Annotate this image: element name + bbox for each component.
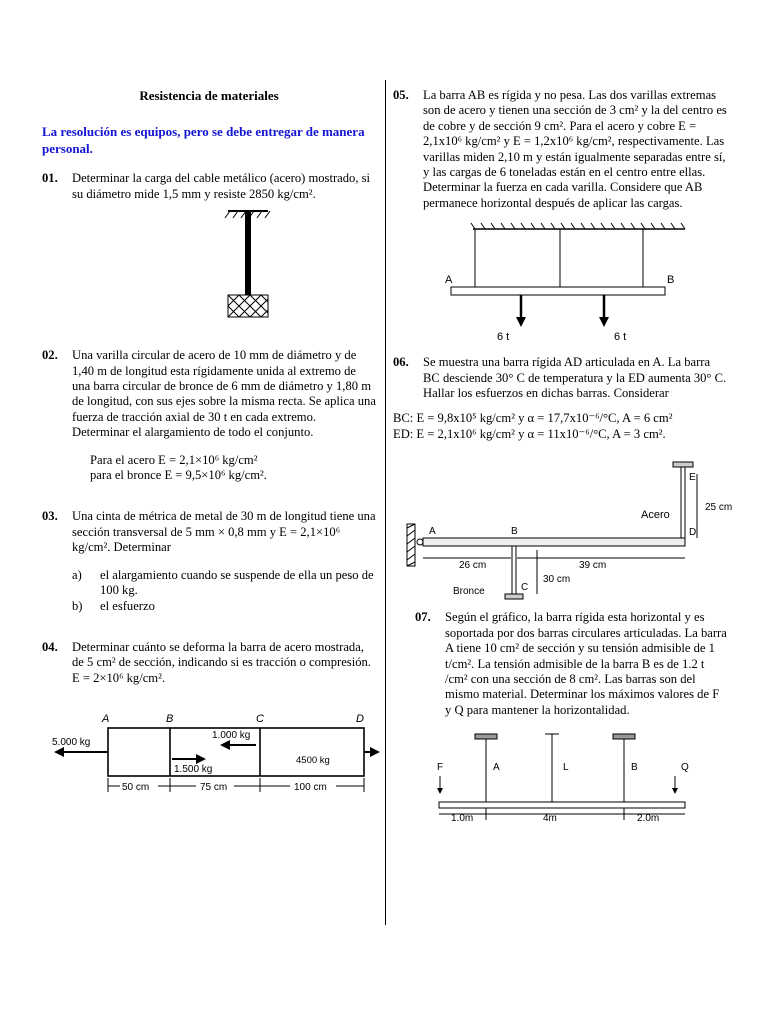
dim-50: 50 cm bbox=[122, 782, 150, 794]
subquestion-label: b) bbox=[72, 598, 83, 613]
dim-100: 100 cm bbox=[294, 782, 327, 794]
problem-07 bbox=[415, 610, 728, 718]
problem-06 bbox=[393, 355, 728, 401]
instructions-note: La resolución es equipos, pero se debe entregar de manera personal. bbox=[42, 124, 365, 157]
problem-text: Determinar la carga del cable metálico (acero) mostrado, si su diámetro mide 1,5 mm y resiste 2850 kg/cm². bbox=[72, 171, 371, 201]
right-column bbox=[393, 80, 733, 825]
label-bronce: Bronce bbox=[453, 586, 485, 598]
column-divider bbox=[385, 80, 386, 925]
label-c: C bbox=[256, 713, 264, 726]
label-a: A bbox=[102, 713, 110, 726]
label-l: L bbox=[563, 762, 569, 774]
problem-number: 04. bbox=[42, 639, 58, 654]
dim-1m: 1.0m bbox=[451, 813, 474, 825]
label-d: D bbox=[356, 713, 364, 726]
label-a: A bbox=[493, 762, 500, 774]
problem-number: 03. bbox=[42, 509, 58, 524]
problem-number: 06. bbox=[393, 355, 409, 370]
dim-26cm: 26 cm bbox=[459, 560, 487, 572]
problem-text: La barra AB es rígida y no pesa. Las dos varillas extremas son de acero y tienen una sección de 3 cm² y la del centro es de cobre y de sección 9 cm². Para el acero y cobre E = 2,1x10⁶ kg/cm² y E = 1,2x10⁶ kg/cm², respectivamente. Las varillas miden 2,10 m y están igualmente separadas entre sí, y las cargas de 6 toneladas están en el centro entre ellas. Determinar la fuerza en cada varilla. Considere que AB permanece horizontal después de aplicar las cargas. bbox=[423, 88, 727, 210]
problem-text: Una cinta de métrica de metal de 30 m de longitud tiene una sección transversal de 5 mm × 0,8 mm y E = 2,1×10⁶ kg/cm². Determinar bbox=[72, 509, 376, 555]
subquestion-b bbox=[72, 599, 376, 614]
bronze-modulus: para el bronce E = 9,5×10⁶ kg/cm². bbox=[90, 468, 267, 483]
problem-text: Una varilla circular de acero de 10 mm de diámetro y de 1,40 m de longitud esta rígidamente unida al extremo de una barra circular de bronce de 6 mm de diámetro y 1,80 m de longitud, con sus ejes sobre la misma recta. Se aplica una fuerza de tracción axial de 30 t en cada extremo. Determinar el alargamiento de todo el conjunto. bbox=[72, 348, 376, 440]
label-a: A bbox=[429, 526, 436, 538]
dim-30cm: 30 cm bbox=[543, 574, 571, 586]
page-title: Resistencia de materiales bbox=[139, 88, 279, 103]
force-5000: 5.000 kg bbox=[52, 737, 91, 749]
problem-number: 07. bbox=[415, 610, 431, 625]
subquestion-label: a) bbox=[72, 567, 82, 582]
ed-properties: ED: E = 2,1x10⁶ kg/cm² y α = 11x10⁻⁶/°C, A = 3 cm². bbox=[393, 426, 666, 441]
force-4500: 4500 kg bbox=[296, 755, 330, 767]
subquestion-text: el esfuerzo bbox=[100, 598, 155, 613]
problem-text: Se muestra una barra rígida AD articulada en A. La barra BC desciende 30° C de temperatura y la ED aumenta 30° C. Hallar los esfuerzos en dichas barras. Considerar bbox=[423, 355, 727, 401]
problem-02 bbox=[42, 348, 376, 483]
bc-properties: BC: E = 9,8x10⁵ kg/cm² y α = 17,7x10⁻⁶/°C, A = 6 cm² bbox=[393, 411, 673, 426]
force-1500: 1.500 kg bbox=[174, 764, 213, 776]
label-b: B bbox=[166, 713, 174, 726]
dim-25cm: 25 cm bbox=[705, 502, 733, 514]
rigid-bar-figure bbox=[393, 221, 728, 343]
left-column bbox=[42, 80, 376, 828]
label-acero: Acero bbox=[641, 509, 670, 522]
problem-03 bbox=[42, 509, 376, 613]
hinged-bar-figure bbox=[393, 454, 733, 600]
axial-bar-figure bbox=[46, 708, 380, 828]
load-6t-left: 6 t bbox=[497, 331, 510, 344]
label-e: E bbox=[689, 472, 696, 484]
problem-number: 02. bbox=[42, 348, 58, 363]
dim-39cm: 39 cm bbox=[579, 560, 607, 572]
label-b: B bbox=[631, 762, 638, 774]
dim-4m: 4m bbox=[543, 813, 557, 825]
dim-75: 75 cm bbox=[200, 782, 228, 794]
label-c: C bbox=[521, 582, 529, 594]
two-rod-figure bbox=[393, 730, 728, 825]
problem-01 bbox=[42, 171, 376, 202]
label-b: B bbox=[511, 526, 518, 538]
label-d: D bbox=[689, 527, 697, 539]
problem-04 bbox=[42, 640, 376, 686]
problem-text: Determinar cuánto se deforma la barra de acero mostrada, de 5 cm² de sección, indicando si es tracción o compresión. E = 2×10⁶ kg/cm². bbox=[72, 639, 371, 685]
problem-05 bbox=[393, 88, 728, 211]
force-1000: 1.000 kg bbox=[212, 730, 251, 742]
problem-number: 05. bbox=[393, 88, 409, 102]
label-a: A bbox=[445, 274, 453, 287]
problem-text: Según el gráfico, la barra rígida esta horizontal y es soportada por dos barras circulares articuladas. La barra A tiene 10 cm² de sección y su tensión admisible de 1 t/cm². La tensión admisible de la barra B es de 1.2 t /cm² con una sección de 8 cm². Las barras son del mismo material. Determinar los máximos valores de F y Q para mantener la horizontalidad. bbox=[445, 610, 727, 717]
subquestion-a bbox=[72, 568, 376, 599]
label-f: F bbox=[437, 762, 444, 774]
steel-modulus: Para el acero E = 2,1×10⁶ kg/cm² bbox=[90, 452, 258, 467]
label-b: B bbox=[667, 274, 675, 287]
label-q: Q bbox=[681, 762, 689, 774]
subquestion-text: el alargamiento cuando se suspende de ella un peso de 100 kg. bbox=[100, 567, 374, 598]
dim-2m: 2.0m bbox=[637, 813, 660, 825]
problem-number: 01. bbox=[42, 171, 58, 186]
cable-figure bbox=[42, 202, 376, 322]
load-6t-right: 6 t bbox=[614, 331, 627, 344]
